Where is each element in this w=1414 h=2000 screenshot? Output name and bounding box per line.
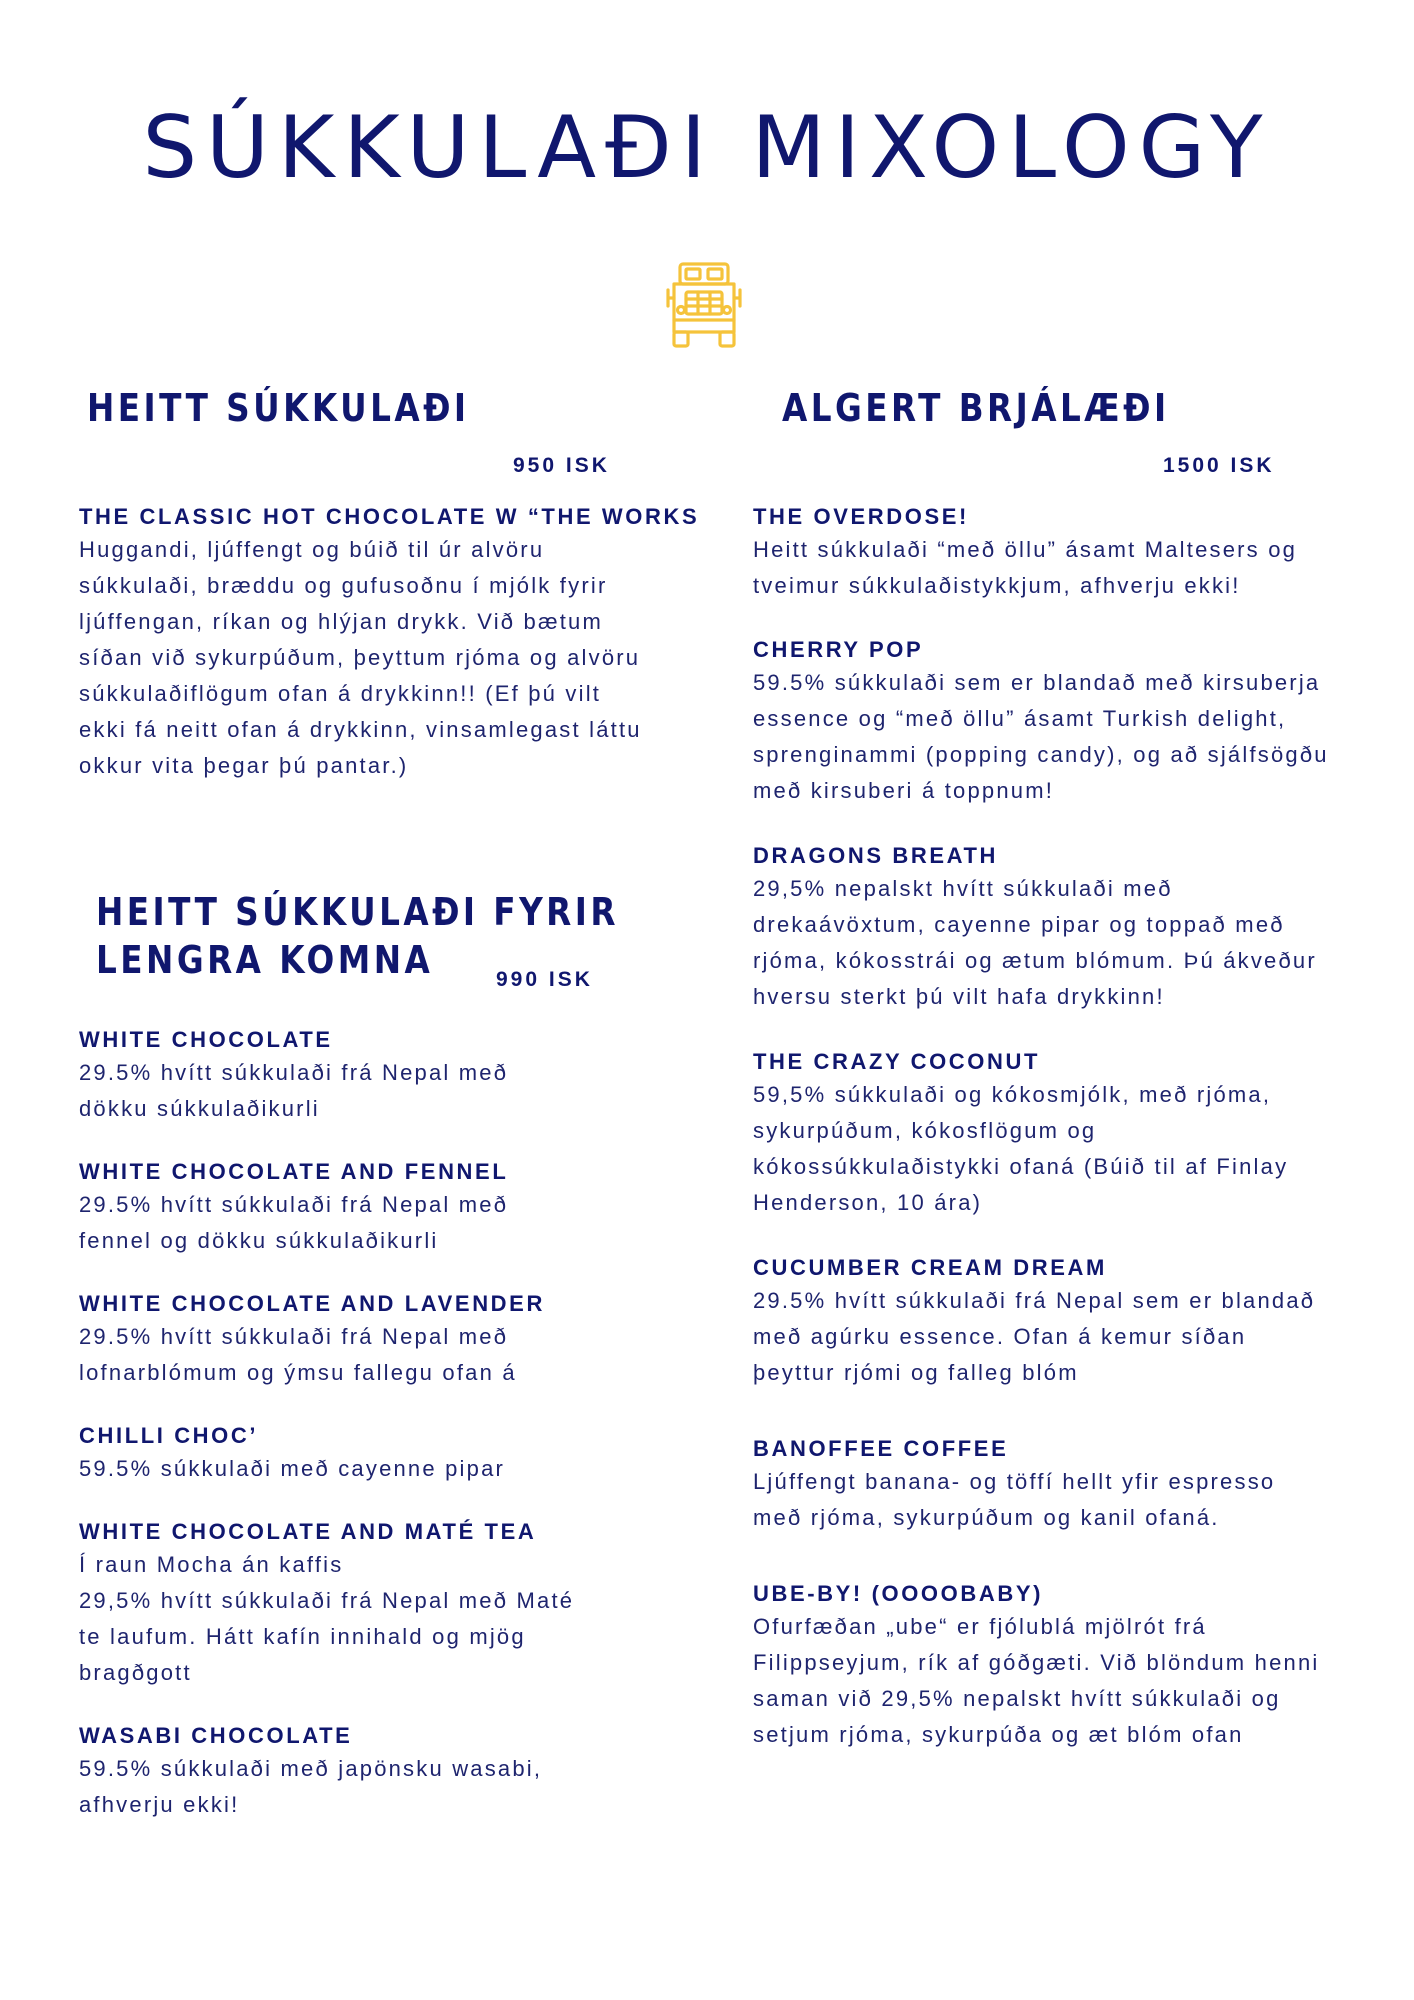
item-name: WHITE CHOCOLATE [79, 1027, 333, 1052]
item-description: 29.5% hvítt súkkulaði frá Nepal sem er blandað með agúrku essence. Ofan á kemur síðan þeyttur rjómi og falleg blóm [753, 1288, 1316, 1385]
item-description: Í raun Mocha án kaffis 29,5% hvítt súkkulaði frá Nepal með Maté te laufum. Hátt kafín innihald og mjög bragðgott [79, 1552, 575, 1685]
menu-item [753, 635, 1329, 809]
menu-item [753, 502, 1297, 604]
menu-item [753, 841, 1317, 1015]
price-algert: 1500 ISK [1163, 454, 1275, 477]
menu-item [79, 502, 699, 784]
item-description: 29.5% hvítt súkkulaði frá Nepal með fennel og dökku súkkulaðikurli [79, 1192, 509, 1253]
menu-title: SÚKKULAÐI MIXOLOGY [142, 98, 1272, 198]
item-name: CHILLI CHOC’ [79, 1423, 259, 1448]
item-name: BANOFFEE COFFEE [753, 1436, 1009, 1461]
item-name: WASABI CHOCOLATE [79, 1723, 353, 1748]
item-name: WHITE CHOCOLATE AND LAVENDER [79, 1291, 545, 1316]
section-title-heitt: HEITT SÚKKULAÐI [87, 386, 470, 430]
item-name: WHITE CHOCOLATE AND FENNEL [79, 1159, 509, 1184]
item-description: 29.5% hvítt súkkulaði frá Nepal með lofnarblómum og ýmsu fallegu ofan á [79, 1324, 517, 1385]
item-description: 59.5% súkkulaði sem er blandað með kirsuberja essence og “með öllu” ásamt Turkish delight, sprenginammi (popping candy), og að sjálfsögðu með kirsuberi á toppnum! [753, 670, 1329, 803]
item-name: DRAGONS BREATH [753, 843, 998, 868]
item-name: UBE-BY! (OOOOBABY) [753, 1581, 1044, 1606]
menu-item [79, 1721, 542, 1823]
menu-item [753, 1253, 1315, 1391]
item-name: THE CRAZY COCONUT [753, 1049, 1041, 1074]
vintage-truck-icon [658, 260, 750, 352]
price-heitt: 950 ISK [513, 454, 610, 477]
item-name: THE OVERDOSE! [753, 504, 969, 529]
item-description: 29.5% hvítt súkkulaði frá Nepal með dökku súkkulaðikurli [79, 1060, 509, 1121]
menu-item [79, 1025, 508, 1127]
price-lengra: 990 ISK [496, 968, 593, 991]
section-title-algert: ALGERT BRJÁLÆÐI [782, 386, 1170, 430]
menu-item [79, 1289, 545, 1391]
item-name: WHITE CHOCOLATE AND MATÉ TEA [79, 1519, 537, 1544]
menu-item [753, 1579, 1319, 1753]
menu-item [753, 1434, 1275, 1536]
item-description: Ljúffengt banana- og töffí hellt yfir espresso með rjóma, sykurpúðum og kanil ofaná. [753, 1469, 1276, 1530]
item-description: 59.5% súkkulaði með cayenne pipar [79, 1456, 506, 1481]
item-description: Huggandi, ljúffengt og búið til úr alvöru súkkulaði, bræddu og gufusoðnu í mjólk fyrir ljúffengan, ríkan og hlýjan drykk. Við bætum síðan við sykurpúðum, þeyttum rjóma og alvöru súkkulaðiflögum ofan á drykkinn!! (Ef þú vilt ekki fá neitt ofan á drykkinn, vinsamlegast láttu okkur vita þegar þú pantar.) [79, 537, 642, 778]
item-description: Heitt súkkulaði “með öllu” ásamt Maltesers og tveimur súkkulaðistykkjum, afhverju ekki! [753, 537, 1298, 598]
section-title-lengra: HEITT SÚKKULAÐI FYRIR LENGRA KOMNA [96, 890, 619, 982]
item-description: 29,5% nepalskt hvítt súkkulaði með drekaávöxtum, cayenne pipar og toppað með rjóma, kókosstrái og ætum blómum. Þú ákveður hversu sterkt þú vilt hafa drykkinn! [753, 876, 1317, 1009]
item-name: THE CLASSIC HOT CHOCOLATE W “THE WORKS [79, 504, 700, 529]
item-description: Ofurfæðan „ube“ er fjólublá mjölrót frá Filippseyjum, rík af góðgæti. Við blöndum henni saman við 29,5% nepalskt hvítt súkkulaði og setjum rjóma, sykurpúða og æt blóm ofan [753, 1614, 1320, 1747]
menu-item [79, 1421, 505, 1487]
menu-item [753, 1047, 1288, 1221]
item-description: 59.5% súkkulaði með japönsku wasabi, afhverju ekki! [79, 1756, 543, 1817]
menu-item [79, 1517, 574, 1691]
menu-item [79, 1157, 508, 1259]
item-description: 59,5% súkkulaði og kókosmjólk, með rjóma, sykurpúðum, kókosflögum og kókossúkkulaðistykki ofaná (Búið til af Finlay Henderson, 10 ára) [753, 1082, 1289, 1215]
item-name: CHERRY POP [753, 637, 924, 662]
item-name: CUCUMBER CREAM DREAM [753, 1255, 1107, 1280]
